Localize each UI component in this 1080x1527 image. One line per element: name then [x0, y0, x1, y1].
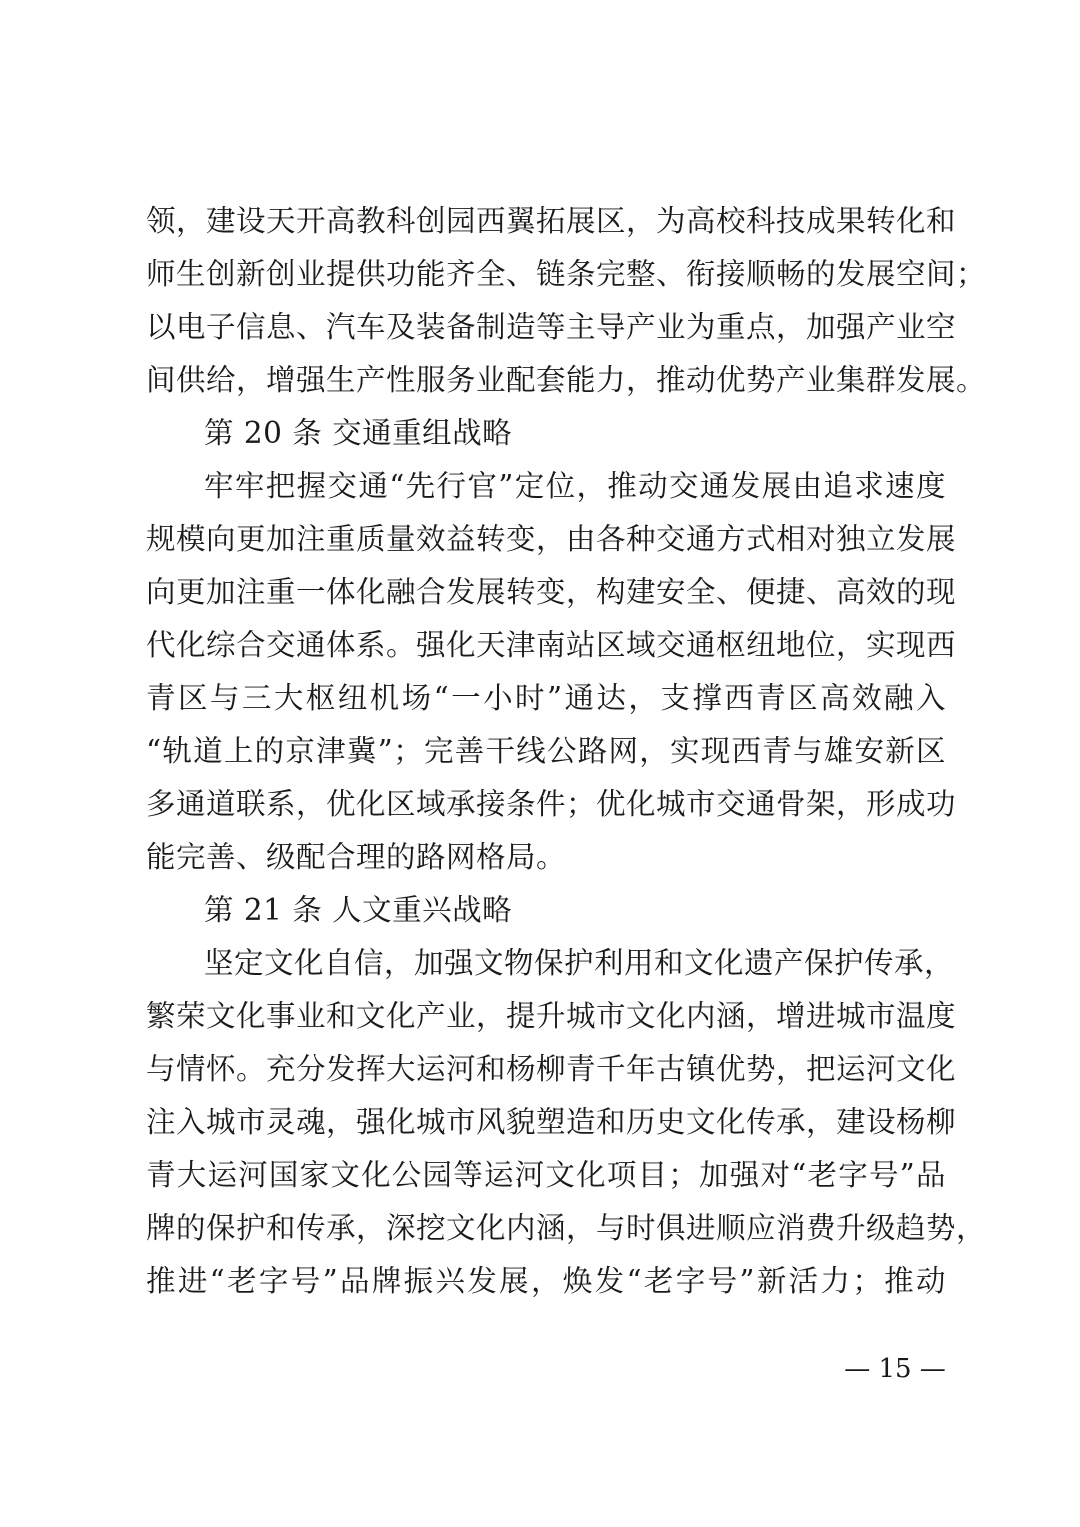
body-line: 青大运河国家文化公园等运河文化项目；加强对“老字号”品 — [146, 1158, 946, 1192]
body-line: 能完善、级配合理的路网格局。 — [146, 840, 567, 874]
article-heading-21: 第 21 条 人文重兴战略 — [204, 893, 513, 927]
body-line: 推进“老字号”品牌振兴发展，焕发“老字号”新活力；推动 — [146, 1264, 946, 1298]
body-line: 间供给，增强生产性服务业配套能力，推动优势产业集群发展。 — [146, 363, 987, 397]
body-line: 注入城市灵魂，强化城市风貌塑造和历史文化传承，建设杨柳 — [146, 1105, 957, 1139]
body-line: 以电子信息、汽车及装备制造等主导产业为重点，加强产业空 — [146, 310, 957, 344]
body-line: 牢牢把握交通“先行官”定位，推动交通发展由追求速度 — [204, 469, 946, 503]
body-line: 规模向更加注重质量效益转变，由各种交通方式相对独立发展 — [146, 522, 957, 556]
body-line: 代化综合交通体系。强化天津南站区域交通枢纽地位，实现西 — [146, 628, 957, 662]
body-line: 多通道联系，优化区域承接条件；优化城市交通骨架，形成功 — [146, 787, 957, 821]
article-heading-20: 第 20 条 交通重组战略 — [204, 416, 513, 450]
body-line: 牌的保护和传承，深挖文化内涵，与时俱进顺应消费升级趋势， — [146, 1211, 987, 1245]
body-line: 与情怀。充分发挥大运河和杨柳青千年古镇优势，把运河文化 — [146, 1052, 957, 1086]
body-line: 师生创新创业提供功能齐全、链条完整、衔接顺畅的发展空间； — [146, 257, 987, 291]
body-line: “轨道上的京津冀”；完善干线公路网，实现西青与雄安新区 — [146, 734, 946, 768]
body-line: 坚定文化自信，加强文物保护利用和文化遗产保护传承， — [204, 946, 955, 980]
page-number: — 15 — — [844, 1354, 946, 1384]
body-line: 繁荣文化事业和文化产业，提升城市文化内涵，增进城市温度 — [146, 999, 957, 1033]
body-line: 青区与三大枢纽机场“一小时”通达，支撑西青区高效融入 — [146, 681, 946, 715]
body-line: 向更加注重一体化融合发展转变，构建安全、便捷、高效的现 — [146, 575, 957, 609]
body-line: 领，建设天开高教科创园西翼拓展区，为高校科技成果转化和 — [146, 204, 957, 238]
